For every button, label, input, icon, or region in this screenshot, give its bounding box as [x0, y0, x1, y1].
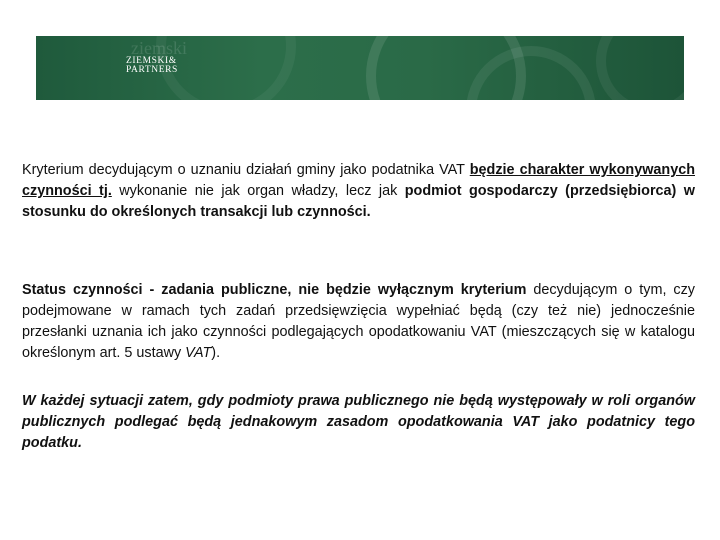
paragraph-status: [22, 280, 695, 364]
company-logo: [126, 57, 178, 75]
decorative-swirl: [596, 36, 684, 100]
header-banner: [36, 36, 684, 100]
para2-text1: decydującym o tym, czy podejmowane w ramach tych zadań przedsięwzięcia wypełniać będą (czy też nie) jednocześnie przesłanki uznania ich jako czynności podlegających opodatkowaniu VAT (mieszczących się w katalogu określonym art. 5 ustawy: [22, 282, 695, 361]
para2-bold1: Status czynności - zadania publiczne, nie będzie wyłącznym kryterium: [22, 282, 527, 298]
paragraph-criterion: [22, 160, 695, 223]
paragraph-conclusion: W każdej sytuacji zatem, gdy podmioty prawa publicznego nie będą występowały w roli organów publicznych podlegać będą jednakowym zasadom opodatkowania VAT jako podatnicy tego podatku.: [22, 393, 695, 451]
para2-text2: ).: [211, 345, 221, 361]
para1-text2: wykonanie nie jak organ władzy, lecz jak: [111, 183, 405, 199]
para1-bold2: podmiot gospodarczy (przedsiębiorca) w stosunku do określonych transakcji lub czynności.: [22, 183, 695, 220]
logo-watermark: ziemski: [131, 38, 187, 58]
para1-bold-underlined: będzie charakter wykonywanych czynności tj.: [22, 162, 695, 199]
logo-line2: PARTNERS: [126, 65, 178, 75]
para2-italic: VAT: [185, 345, 212, 361]
para1-text1: Kryterium decydującym o uznaniu działań gminy jako podatnika VAT: [22, 162, 470, 178]
logo-line1: ZIEMSKI&: [126, 56, 177, 66]
